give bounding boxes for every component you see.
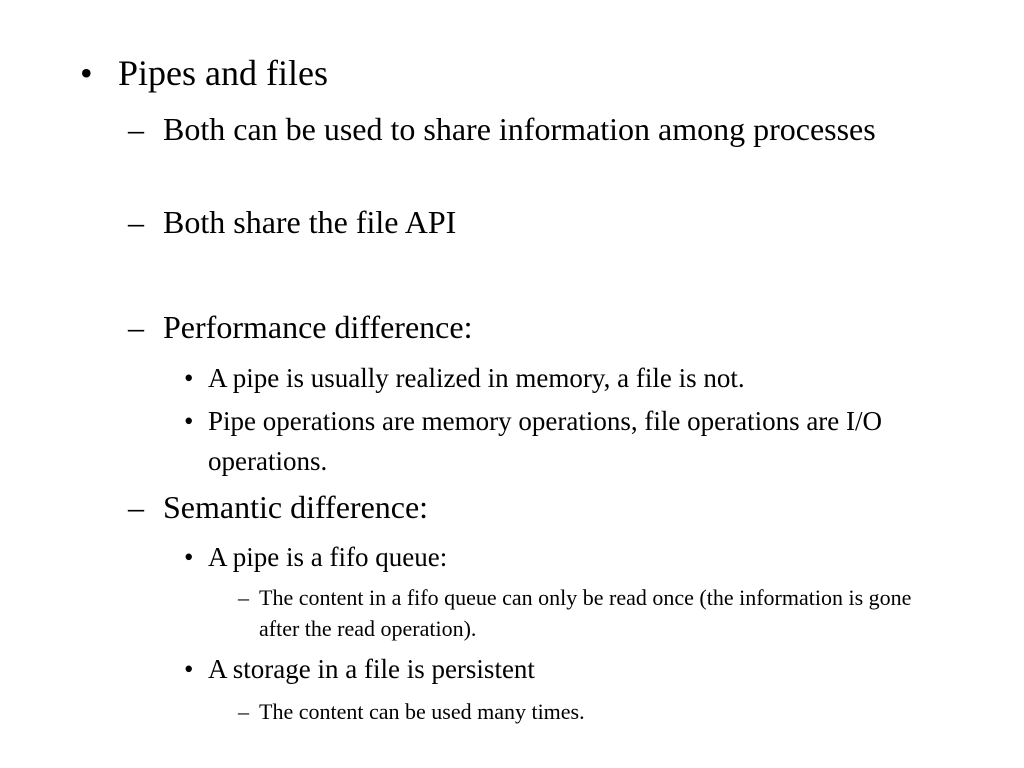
bullet-text: The content in a fifo queue can only be read once (the information is gone after the read operation). <box>259 585 912 641</box>
bullet-text: Pipe operations are memory operations, file operations are I/O operations. <box>208 406 883 476</box>
bullet-text: A pipe is usually realized in memory, a file is not. <box>208 363 745 393</box>
bullet-storage-persistent <box>184 649 984 689</box>
bullet-text: Semantic difference: <box>163 489 429 525</box>
bullet-text: Both can be used to share information among processes <box>163 111 876 147</box>
bullet-pipe-in-memory <box>184 358 984 398</box>
dash-marker: – <box>238 699 249 724</box>
dash-marker: – <box>128 489 144 525</box>
bullet-share-information <box>128 108 918 150</box>
bullet-share-file-api <box>128 201 918 243</box>
bullet-semantic-difference <box>128 486 918 528</box>
bullet-marker: • <box>184 363 194 393</box>
bullet-text: Pipes and files <box>118 53 328 93</box>
bullet-marker: • <box>184 654 194 684</box>
bullet-marker: • <box>80 53 93 93</box>
bullet-used-many-times <box>238 696 918 727</box>
dash-marker: – <box>128 111 144 147</box>
bullet-text: A pipe is a fifo queue: <box>208 542 448 572</box>
bullet-fifo-queue <box>184 537 984 577</box>
bullet-performance-difference <box>128 306 918 348</box>
bullet-text: Performance difference: <box>163 309 473 345</box>
dash-marker: – <box>128 309 144 345</box>
bullet-text: Both share the file API <box>163 204 457 240</box>
dash-marker: – <box>238 585 249 610</box>
bullet-marker: • <box>184 542 194 572</box>
bullet-text: The content can be used many times. <box>259 699 585 724</box>
bullet-pipe-operations <box>184 401 984 481</box>
bullet-read-once <box>238 582 918 644</box>
dash-marker: – <box>128 204 144 240</box>
bullet-text: A storage in a file is persistent <box>208 654 535 684</box>
bullet-pipes-and-files <box>80 52 980 94</box>
bullet-marker: • <box>184 406 194 436</box>
